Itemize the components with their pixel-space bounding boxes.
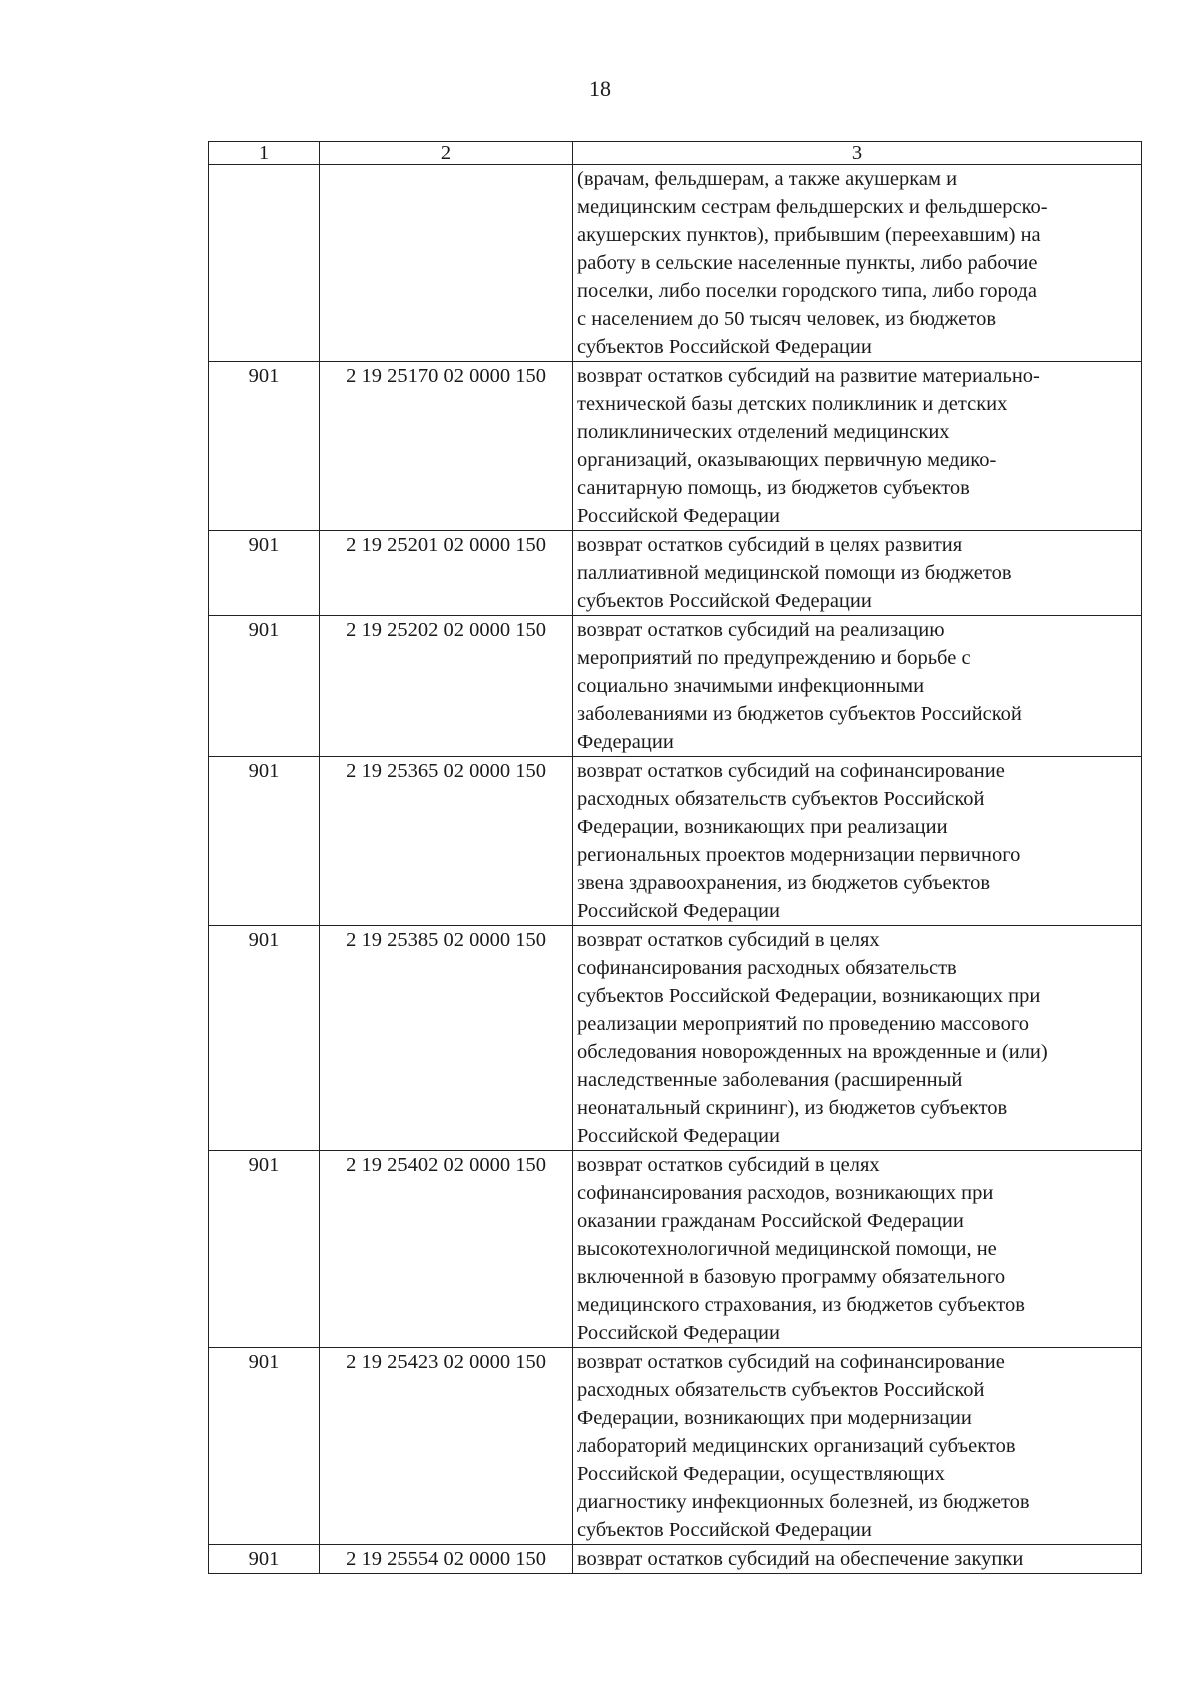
description-line: работу в сельские населенные пункты, либо рабочие: [577, 252, 1038, 274]
description-cell: [573, 1545, 1142, 1574]
description-line: (врачам, фельдшерам, а также акушеркам и: [577, 168, 958, 190]
description-line: возврат остатков субсидий в целях развития: [577, 534, 963, 556]
description-line: медицинского страхования, из бюджетов субъектов: [577, 1294, 1025, 1316]
description-line: софинансирования расходов, возникающих при: [577, 1182, 994, 1204]
description-line: софинансирования расходных обязательств: [577, 957, 957, 979]
description-cell: [573, 362, 1142, 531]
description-line: расходных обязательств субъектов Российской: [577, 788, 985, 810]
description-line: расходных обязательств субъектов Российской: [577, 1379, 985, 1401]
description-line: Федерации: [577, 731, 674, 753]
description-line: Российской Федерации: [577, 505, 780, 527]
table-row: [209, 362, 1142, 531]
description-cell: [573, 165, 1142, 362]
description-cell: [573, 1348, 1142, 1545]
description-line: включенной в базовую программу обязательного: [577, 1266, 1006, 1288]
description-line: акушерских пунктов), прибывшим (переехавшим) на: [577, 224, 1041, 246]
table-header: [209, 142, 1142, 165]
table-row: [209, 165, 1142, 362]
description-line: лабораторий медицинских организаций субъектов: [577, 1435, 1016, 1457]
table-row: [209, 1151, 1142, 1348]
admin-code-cell: 901: [209, 757, 320, 926]
description-line: субъектов Российской Федерации: [577, 590, 872, 612]
description-line: реализации мероприятий по проведению массового: [577, 1013, 1029, 1035]
budget-code-cell: 2 19 25202 02 0000 150: [320, 616, 573, 757]
admin-code-cell: 901: [209, 362, 320, 531]
description-line: мероприятий по предупреждению и борьбе с: [577, 647, 971, 669]
description-line: возврат остатков субсидий на софинансирование: [577, 1351, 1005, 1373]
description-line: поликлинических отделений медицинских: [577, 421, 950, 443]
admin-code-cell: 901: [209, 926, 320, 1151]
description-cell: [573, 757, 1142, 926]
description-line: с населением до 50 тысяч человек, из бюджетов: [577, 308, 997, 330]
description-line: заболеваниями из бюджетов субъектов Российской: [577, 703, 1022, 725]
description-line: паллиативной медицинской помощи из бюджетов: [577, 562, 1012, 584]
description-line: неонатальный скрининг), из бюджетов субъектов: [577, 1097, 1008, 1119]
description-line: возврат остатков субсидий в целях: [577, 1154, 880, 1176]
admin-code-cell: 901: [209, 1348, 320, 1545]
admin-code-cell: 901: [209, 616, 320, 757]
description-line: Федерации, возникающих при реализации: [577, 816, 948, 838]
description-cell: [573, 531, 1142, 616]
description-line: Российской Федерации: [577, 1322, 780, 1344]
description-line: возврат остатков субсидий в целях: [577, 929, 880, 951]
table-row: [209, 616, 1142, 757]
description-cell: [573, 926, 1142, 1151]
budget-code-cell: 2 19 25423 02 0000 150: [320, 1348, 573, 1545]
header-row: [209, 142, 1142, 165]
budget-code-table: [208, 141, 1142, 1574]
description-line: Российской Федерации, осуществляющих: [577, 1463, 945, 1485]
budget-code-cell: 2 19 25385 02 0000 150: [320, 926, 573, 1151]
description-line: Российской Федерации: [577, 900, 780, 922]
description-line: высокотехнологичной медицинской помощи, не: [577, 1238, 997, 1260]
description-cell: [573, 1151, 1142, 1348]
description-line: возврат остатков субсидий на развитие материально-: [577, 365, 1040, 387]
description-line: возврат остатков субсидий на софинансирование: [577, 760, 1005, 782]
description-line: диагностику инфекционных болезней, из бюджетов: [577, 1491, 1030, 1513]
description-line: технической базы детских поликлиник и детских: [577, 393, 1008, 415]
budget-code-cell: [320, 165, 573, 362]
description-line: медицинским сестрам фельдшерских и фельдшерско-: [577, 196, 1048, 218]
page-number: 18: [589, 76, 611, 101]
description-line: Федерации, возникающих при модернизации: [577, 1407, 972, 1429]
admin-code-cell: 901: [209, 1151, 320, 1348]
table-row: [209, 531, 1142, 616]
column-header-2: 2: [320, 142, 573, 165]
description-line: поселки, либо поселки городского типа, либо города: [577, 280, 1037, 302]
budget-code-cell: 2 19 25554 02 0000 150: [320, 1545, 573, 1574]
description-line: возврат остатков субсидий на реализацию: [577, 619, 945, 641]
description-line: наследственные заболевания (расширенный: [577, 1069, 963, 1091]
budget-code-cell: 2 19 25365 02 0000 150: [320, 757, 573, 926]
description-line: организаций, оказывающих первичную медико-: [577, 449, 997, 471]
table-body: [209, 165, 1142, 1574]
description-line: Российской Федерации: [577, 1125, 780, 1147]
budget-code-cell: 2 19 25201 02 0000 150: [320, 531, 573, 616]
description-line: возврат остатков субсидий на обеспечение закупки: [577, 1548, 1024, 1570]
admin-code-cell: [209, 165, 320, 362]
description-line: субъектов Российской Федерации: [577, 1519, 872, 1541]
admin-code-cell: 901: [209, 531, 320, 616]
column-header-3: 3: [573, 142, 1142, 165]
description-line: субъектов Российской Федерации, возникающих при: [577, 985, 1041, 1007]
table-row: [209, 1545, 1142, 1574]
budget-code-cell: 2 19 25170 02 0000 150: [320, 362, 573, 531]
table-row: [209, 757, 1142, 926]
budget-code-cell: 2 19 25402 02 0000 150: [320, 1151, 573, 1348]
description-cell: [573, 616, 1142, 757]
description-line: региональных проектов модернизации первичного: [577, 844, 1021, 866]
description-line: санитарную помощь, из бюджетов субъектов: [577, 477, 970, 499]
column-header-1: 1: [209, 142, 320, 165]
table-row: [209, 926, 1142, 1151]
description-line: социально значимыми инфекционными: [577, 675, 925, 697]
table-row: [209, 1348, 1142, 1545]
description-line: звена здравоохранения, из бюджетов субъектов: [577, 872, 991, 894]
description-line: обследования новорожденных на врожденные и (или): [577, 1041, 1048, 1063]
description-line: оказании гражданам Российской Федерации: [577, 1210, 964, 1232]
admin-code-cell: 901: [209, 1545, 320, 1574]
description-line: субъектов Российской Федерации: [577, 336, 872, 358]
